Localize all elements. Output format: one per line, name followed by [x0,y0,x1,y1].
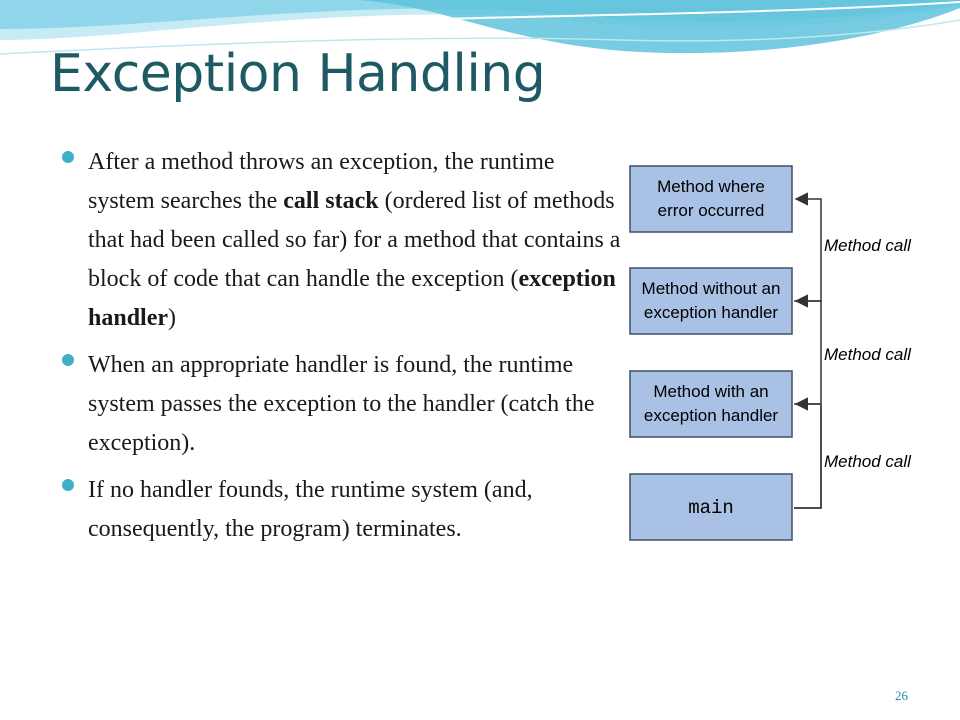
call-stack-diagram [628,164,913,542]
bold-term: call stack [283,188,379,214]
bullet-icon [62,151,74,163]
bullet-text: If no handler founds, the runtime system (and, consequently, the program) terminates. [88,477,533,542]
box-label: Method where [657,177,765,196]
stack-box-with-handler [630,371,792,437]
bullet-text: (ordered list of methods that had been called so far) for a method that contains a block of code that can handle the exception ( [88,188,621,292]
stack-box-no-handler [630,268,792,334]
box-label: exception handler [643,406,779,425]
bullet-text: ) [168,305,177,331]
slide-title: Exception Handling [50,44,546,104]
bullet-item [62,471,622,549]
bold-term: exception handler [88,266,616,331]
box-label: error occurred [657,201,765,220]
bullet-icon [62,354,74,366]
box-label: Method without an [641,279,781,298]
bullet-item [62,143,622,338]
arrow-label: Method call [824,236,911,255]
bullet-text: After a method throws an exception, the runtime system searches the [88,149,555,214]
box-label: Method with an [653,382,769,401]
bullet-list [62,143,622,557]
bullet-item [62,346,622,463]
bullet-icon [62,479,74,491]
page-number: 26 [895,688,908,703]
box-label: main [688,497,734,519]
box-label: exception handler [643,303,779,322]
bullet-text: When an appropriate handler is found, the runtime system passes the exception to the handler (catch the exception). [88,352,595,456]
stack-box-error-method [630,166,792,232]
arrow-label: Method call [824,345,911,364]
arrow-label: Method call [824,452,911,471]
